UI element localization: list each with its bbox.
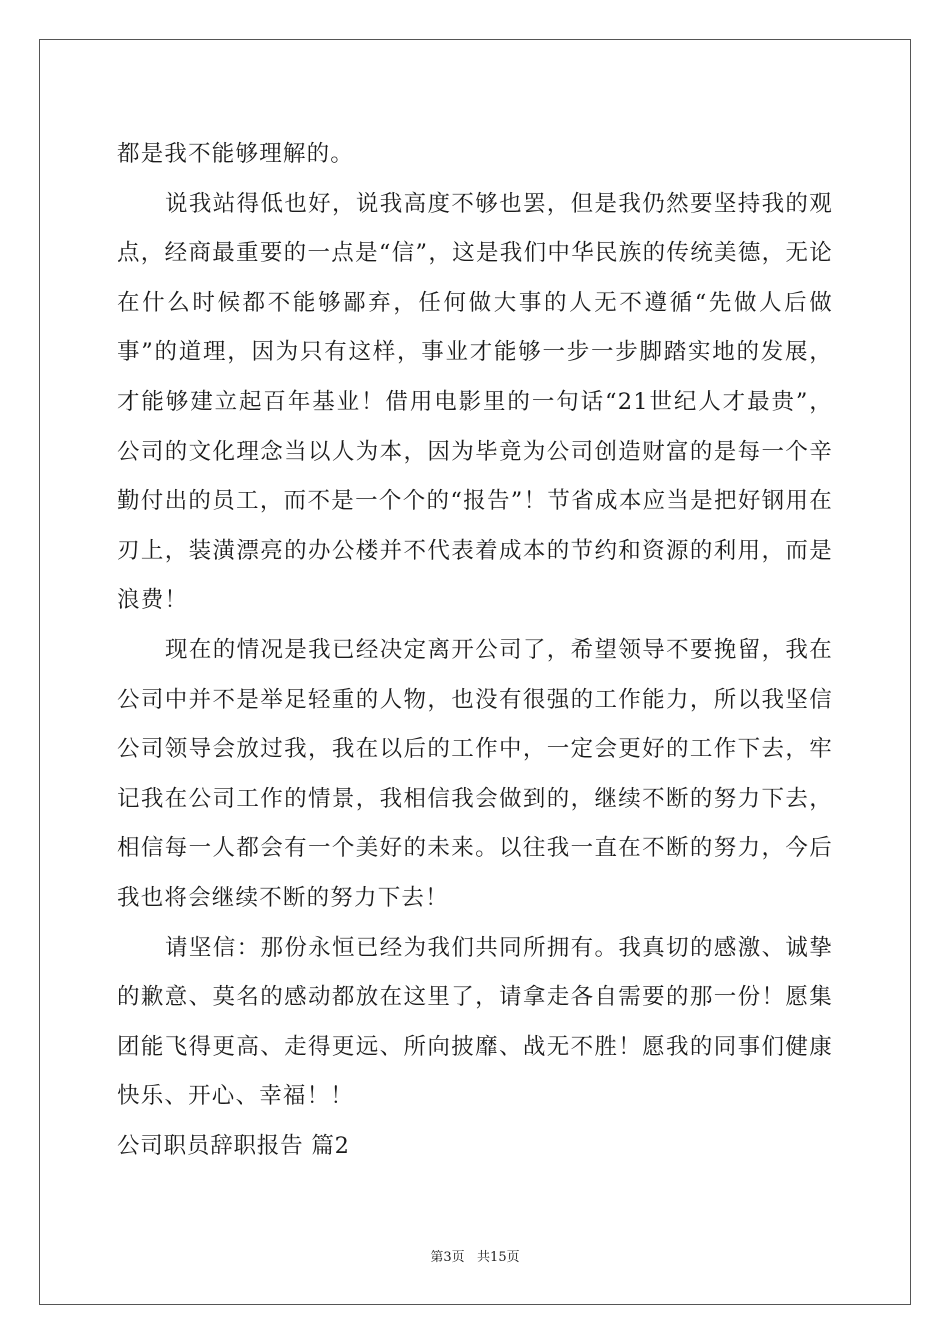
document-body (117, 130, 833, 1171)
section-heading: 公司职员辞职报告 篇2 (117, 1132, 350, 1159)
paragraph-3: 现在的情况是我已经决定离开公司了，希望领导不要挽留，我在公司中并不是举足轻重的人物，也没有很强的工作能力，所以我坚信公司领导会放过我，我在以后的工作中，一定会更好的工作下去，牢记我在公司工作的情景，我相信我会做到的，继续不断的努力下去，相信每一人都会有一个美好的未来。以往我一直在不断的努力，今后我也将会继续不断的努力下去！ (117, 636, 833, 911)
paragraph-1: 都是我不能够理解的。 (117, 141, 355, 167)
paragraph-4: 请坚信：那份永恒已经为我们共同所拥有。我真切的感激、诚挚的歉意、莫名的感动都放在这里了，请拿走各自需要的那一份！愿集团能飞得更高、走得更远、所向披靡、战无不胜！愿我的同事们健康快乐、开心、幸福！！ (117, 934, 833, 1110)
page-footer: 第3页 共15页 (430, 1250, 520, 1265)
paragraph-2: 说我站得低也好，说我高度不够也罢，但是我仍然要坚持我的观点，经商最重要的一点是“信”，这是我们中华民族的传统美德，无论在什么时候都不能够鄙弃，任何做大事的人无不遵循“先做人后做事”的道理，因为只有这样，事业才能够一步一步脚踏实地的发展，才能够建立起百年基业！借用电影里的一句话“21世纪人才最贵”，公司的文化理念当以人为本，因为毕竟为公司创造财富的是每一个辛勤付出的员工，而不是一个个的“报告”！节省成本应当是把好钢用在刃上，装潢漂亮的办公楼并不代表着成本的节约和资源的利用，而是浪费！ (117, 190, 833, 614)
